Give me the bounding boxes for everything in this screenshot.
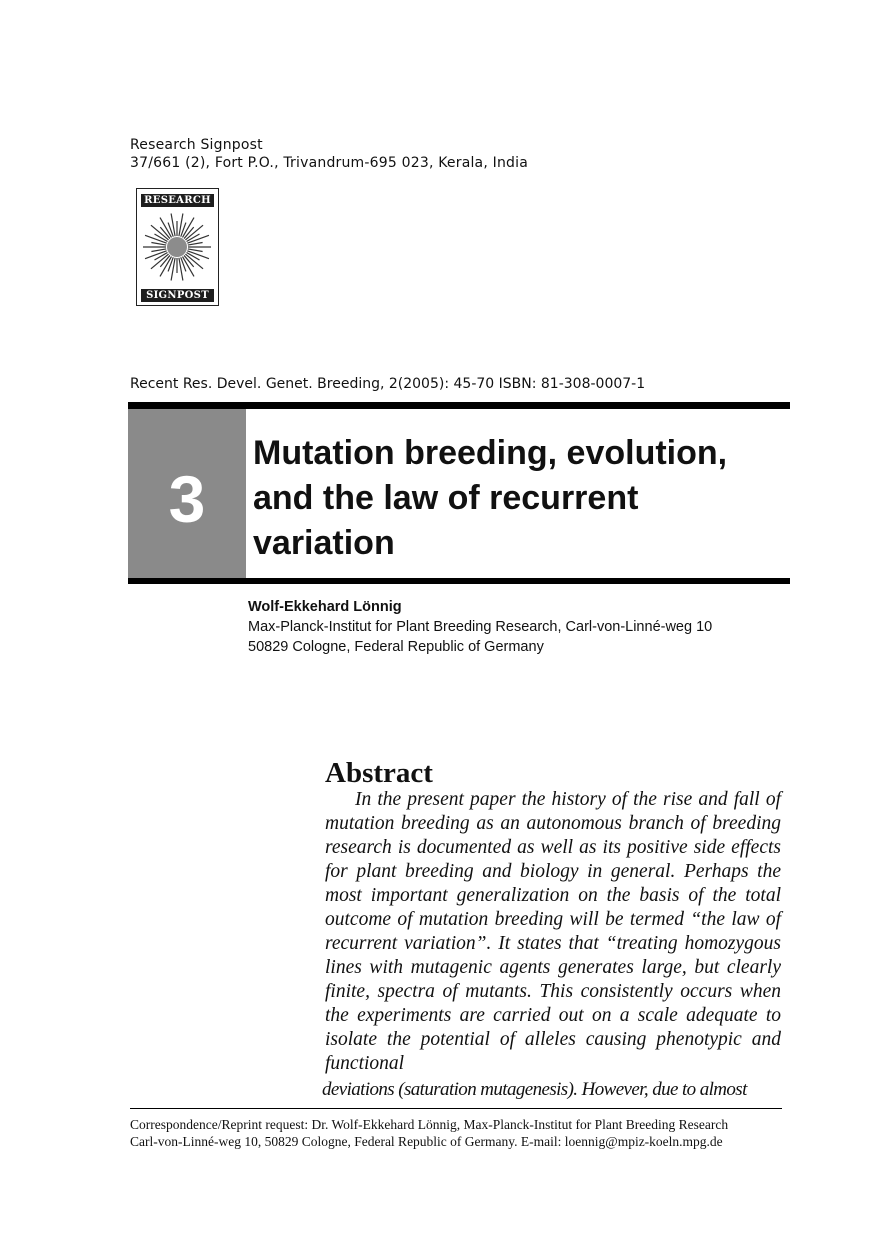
chapter-number-box bbox=[128, 409, 246, 578]
abstract-last-line: deviations (saturation mutagenesis). However, due to almost bbox=[322, 1079, 747, 1100]
footer-line1: Correspondence/Reprint request: Dr. Wolf-Ekkehard Lönnig, Max-Planck-Institut for Plant Breeding Research bbox=[130, 1117, 729, 1132]
footer-line2: Carl-von-Linné-weg 10, 50829 Cologne, Federal Republic of Germany. E-mail: loennig@mpiz-koeln.mpg.de bbox=[130, 1134, 723, 1149]
chapter-title-block bbox=[128, 402, 790, 584]
abstract-heading: Abstract bbox=[325, 757, 433, 789]
journal-citation: Recent Res. Devel. Genet. Breeding, 2(2005): 45-70 ISBN: 81-308-0007-1 bbox=[130, 376, 646, 392]
publisher-block bbox=[130, 136, 528, 172]
logo-top-text: RESEARCH bbox=[141, 194, 214, 207]
logo-bottom-text: SIGNPOST bbox=[141, 289, 214, 302]
author-name: Wolf-Ekkehard Lönnig bbox=[248, 599, 402, 615]
chapter-number: 3 bbox=[168, 462, 206, 536]
footer-divider bbox=[130, 1108, 782, 1109]
abstract-body: In the present paper the history of the rise and fall of mutation breeding as an autonomous branch of breeding research is documented as well as its positive side effects for plant breeding and biology in general. Perhaps the most important generalization on the basis of the total outcome of mutation breeding will be termed “the law of recurrent variation”. It states that “treating homozygous lines with mutagenic agents generates large, but clearly finite, spectra of mutants. This consistently occurs when the experiments are carried out on a scale adequate to isolate the potential of alleles causing phenotypic and functional bbox=[325, 789, 781, 1074]
correspondence-footer bbox=[130, 1116, 728, 1150]
author-affiliation-line2: 50829 Cologne, Federal Republic of Germany bbox=[248, 639, 544, 655]
chapter-title: Mutation breeding, evolution, and the law of recurrent variation bbox=[253, 434, 728, 562]
publisher-name: Research Signpost bbox=[130, 137, 263, 153]
author-block bbox=[248, 597, 712, 657]
publisher-address: 37/661 (2), Fort P.O., Trivandrum-695 023, Kerala, India bbox=[130, 155, 528, 171]
author-affiliation-line1: Max-Planck-Institut for Plant Breeding Research, Carl-von-Linné-weg 10 bbox=[248, 619, 713, 635]
sunburst-icon bbox=[140, 208, 214, 286]
research-signpost-logo bbox=[136, 188, 219, 306]
